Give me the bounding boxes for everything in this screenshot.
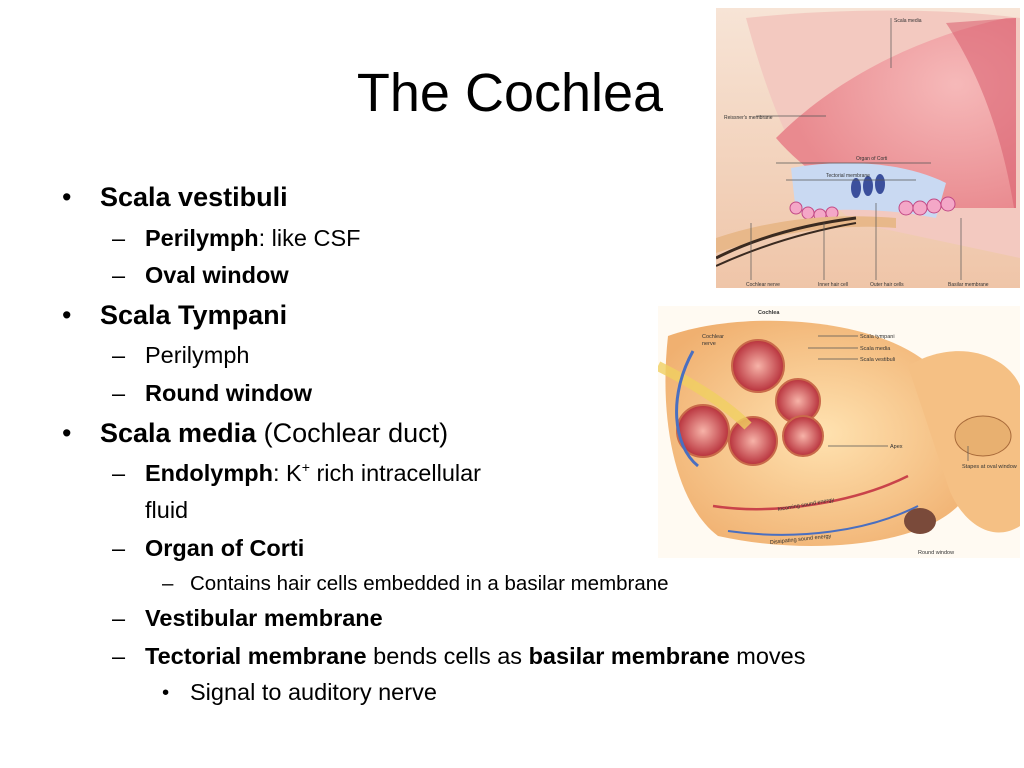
- label-outer-hair-cells: Outer hair cells: [870, 282, 904, 288]
- label-reissners-membrane: Reissner's membrane: [724, 115, 773, 121]
- label-inner-hair-cell: Inner hair cell: [818, 282, 849, 288]
- bullet-text: Scala vestibuli: [100, 182, 288, 212]
- bullet-marker: •: [62, 300, 72, 330]
- dash-marker: –: [112, 225, 126, 251]
- bold-text: basilar membrane: [528, 643, 730, 669]
- dash-marker: –: [112, 605, 126, 631]
- label-basilar-membrane: Basilar membrane: [948, 282, 989, 288]
- label-incoming-energy: Incoming sound energy: [777, 497, 835, 513]
- dash-marker: –: [112, 460, 126, 486]
- bold-text: Oval window: [145, 262, 289, 288]
- bold-text: Organ of Corti: [145, 535, 305, 561]
- bold-text: Round window: [145, 380, 313, 406]
- label-cochlear-nerve-1: Cochlear: [702, 334, 725, 340]
- bold-text: Scala media: [100, 418, 257, 448]
- dash-marker: –: [162, 572, 174, 595]
- label-scala-vestibuli: Scala vestibuli: [860, 357, 896, 363]
- bold-text: Perilymph: [145, 225, 259, 251]
- label-cochlear-nerve-2: nerve: [702, 341, 716, 347]
- bullet-marker: •: [162, 681, 170, 704]
- label-tectorial-membrane: Tectorial membrane: [826, 173, 870, 179]
- label-scala-media: Scala media: [860, 346, 891, 352]
- bold-text: Vestibular membrane: [145, 605, 383, 631]
- dash-marker: –: [112, 535, 126, 561]
- label-organ-of-corti: Organ of Corti: [856, 156, 888, 162]
- dash-marker: –: [112, 643, 126, 669]
- plain-text: moves: [729, 643, 806, 669]
- bold-text: Endolymph: [145, 460, 273, 486]
- plain-text: Contains hair cells embedded in a basilar membrane: [190, 572, 669, 595]
- bullet-marker: •: [62, 182, 72, 212]
- plain-text: bends cells as: [366, 643, 529, 669]
- plain-text: rich intracellular: [309, 460, 482, 486]
- label-scala-tympani: Scala tympani: [860, 334, 895, 340]
- dash-marker: –: [112, 262, 126, 288]
- bullet-marker: •: [62, 418, 72, 448]
- label-scala-media: Scala media: [894, 18, 922, 24]
- label-dissipating-energy: Dissipating sound energy: [769, 533, 832, 546]
- label-round-window: Round window: [918, 550, 955, 556]
- label-stapes: Stapes at oval window: [962, 464, 1017, 470]
- label-apex: Apex: [890, 444, 903, 450]
- dash-marker: –: [112, 380, 126, 406]
- superscript-plus: +: [301, 459, 310, 476]
- bullet-text: Scala Tympani: [100, 300, 288, 330]
- bold-text: Tectorial membrane: [145, 643, 367, 669]
- plain-text: Signal to auditory nerve: [190, 679, 437, 705]
- label-cochlear-nerve: Cochlear nerve: [746, 282, 780, 288]
- plain-text: Perilymph: [145, 342, 250, 368]
- plain-text: : K: [272, 460, 302, 486]
- plain-text: (Cochlear duct): [256, 418, 449, 448]
- dash-marker: –: [112, 342, 126, 368]
- plain-text: fluid: [145, 497, 189, 523]
- slide-title: The Cochlea: [356, 63, 664, 123]
- label-cochlea: Cochlea: [758, 310, 780, 316]
- plain-text: : like CSF: [258, 225, 361, 251]
